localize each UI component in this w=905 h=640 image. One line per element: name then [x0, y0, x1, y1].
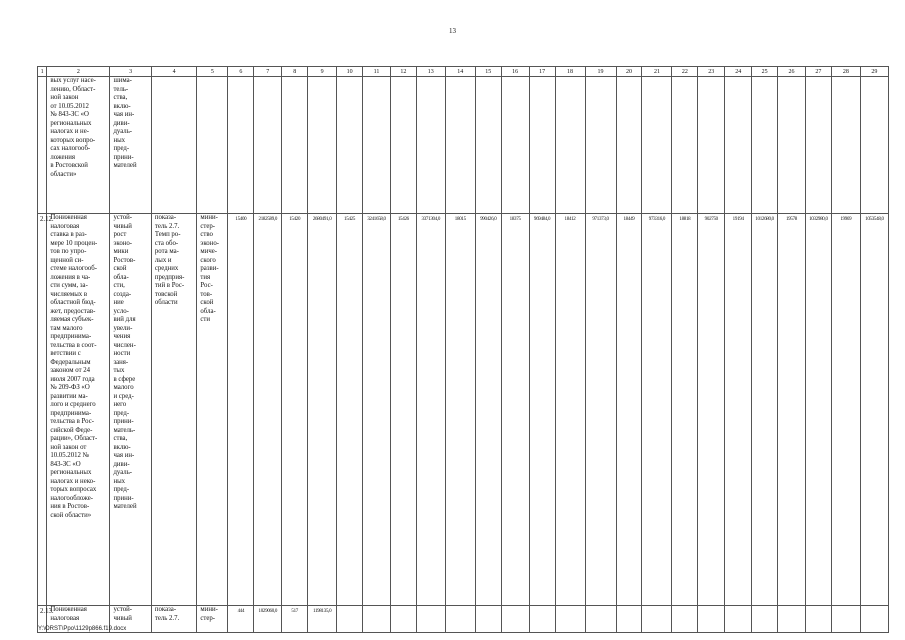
goal-cell: устой- чивый рост эконо- мики Ростов- ской обла- сти, созда- ние усло- вий для увели- чения числен- ности заня- тых в сфере малого и сред- него пред- прини- матель- ства, вклю- чая ин- диви- дуаль- ных пред- прини- мателей — [110, 214, 151, 606]
column-header-row — [38, 67, 889, 77]
column-header: 29 — [860, 67, 888, 77]
value-cell — [445, 606, 475, 633]
value-cell — [475, 77, 501, 214]
column-header: 6 — [228, 67, 254, 77]
benefit-description-cell: вых услуг насе- лению, Област- ной закон от 10.05.2012 № 843-ЗС «О региональных налогах и не- которых вопро- сах налогооб- ложения в Ростовской области» — [47, 77, 110, 214]
value-cell — [778, 77, 806, 214]
value-cell: 2182589,0 — [254, 214, 282, 606]
value-cell: 1053548,0 — [860, 214, 888, 606]
value-cell — [282, 77, 308, 214]
value-cell — [642, 77, 672, 214]
benefit-description-cell: Пониженная налоговая — [47, 606, 110, 633]
value-cell: 969484,0 — [529, 214, 555, 606]
benefit-description-cell: Пониженная налоговая ставка в раз- мере 10 процен- тов по упро- щенной си- стеме налогооб- ложения в ча- сти сумм, за- числяемых в областной бюд- жет, предостав- ляемая субъек- там малого предпринима- тельства в соот- ветствии с Федеральным законом от 24 июля 2007 года № 209-ФЗ «О развитии ма- лого и среднего предпринима- тельства в Рос- сийской Феде- рации», Област- ной закон от 10.05.2012 № 843-ЗС «О региональных налогах и неко- торых вопросах налогообложе- ния в Ростов- ской области» — [47, 214, 110, 606]
value-cell — [363, 77, 391, 214]
value-cell: 3371304,0 — [416, 214, 445, 606]
column-header: 16 — [501, 67, 529, 77]
responsible-body-cell — [197, 77, 228, 214]
column-header: 19 — [585, 67, 616, 77]
value-cell — [672, 77, 698, 214]
value-cell: 902750 — [698, 214, 725, 606]
value-cell — [672, 606, 698, 633]
value-cell — [725, 77, 752, 214]
value-cell: 15420 — [282, 214, 308, 606]
file-path-footer: Y:\ORST\Ppo\1129p866.f19.docx — [38, 626, 127, 632]
value-cell — [501, 77, 529, 214]
value-cell — [725, 606, 752, 633]
value-cell: 2680491,0 — [308, 214, 337, 606]
value-cell — [860, 77, 888, 214]
column-header: 5 — [197, 67, 228, 77]
value-cell: 1012680,0 — [752, 214, 778, 606]
value-cell — [698, 77, 725, 214]
column-header: 22 — [672, 67, 698, 77]
value-cell — [831, 606, 860, 633]
column-header: 24 — [725, 67, 752, 77]
value-cell: 18449 — [616, 214, 642, 606]
indicator-cell: показа- тель 2.7. — [151, 606, 197, 633]
column-header: 8 — [282, 67, 308, 77]
column-header: 25 — [752, 67, 778, 77]
column-header: 11 — [363, 67, 391, 77]
value-cell — [337, 606, 363, 633]
table-row — [38, 606, 889, 633]
value-cell: 15400 — [228, 214, 254, 606]
value-cell: 517 — [282, 606, 308, 633]
tax-expenditure-table — [37, 66, 889, 633]
column-header: 23 — [698, 67, 725, 77]
responsible-body-cell: мини- стер- ство эконо- миче- ского разви- тия Рос- тов- ской обла- сти — [197, 214, 228, 606]
column-header: 2 — [47, 67, 110, 77]
value-cell: 1032980,0 — [805, 214, 831, 606]
value-cell: 15425 — [337, 214, 363, 606]
value-cell: 444 — [228, 606, 254, 633]
value-cell — [616, 606, 642, 633]
value-cell — [363, 606, 391, 633]
value-cell: 15426 — [390, 214, 416, 606]
value-cell — [475, 606, 501, 633]
column-header: 18 — [555, 67, 585, 77]
column-header: 17 — [529, 67, 555, 77]
value-cell — [416, 77, 445, 214]
value-cell — [752, 606, 778, 633]
page-number: 13 — [449, 27, 456, 35]
value-cell — [752, 77, 778, 214]
column-header: 10 — [337, 67, 363, 77]
value-cell — [390, 606, 416, 633]
value-cell — [416, 606, 445, 633]
value-cell: 3241658,0 — [363, 214, 391, 606]
goal-cell: устой- чивый — [110, 606, 151, 633]
value-cell — [860, 606, 888, 633]
column-header: 14 — [445, 67, 475, 77]
value-cell: 18412 — [555, 214, 585, 606]
column-header: 20 — [616, 67, 642, 77]
column-header: 1 — [38, 67, 47, 77]
column-header: 9 — [308, 67, 337, 77]
value-cell — [555, 606, 585, 633]
value-cell: 990426,0 — [475, 214, 501, 606]
value-cell — [698, 606, 725, 633]
value-cell — [529, 77, 555, 214]
value-cell — [616, 77, 642, 214]
value-cell: 1029060,0 — [254, 606, 282, 633]
value-cell: 18375 — [501, 214, 529, 606]
row-number-cell: 2.12. — [38, 214, 47, 606]
column-header: 27 — [805, 67, 831, 77]
row-number-cell: 2.13. — [38, 606, 47, 633]
value-cell — [501, 606, 529, 633]
value-cell — [585, 77, 616, 214]
value-cell: 18818 — [672, 214, 698, 606]
value-cell — [555, 77, 585, 214]
value-cell — [337, 77, 363, 214]
value-cell — [308, 77, 337, 214]
value-cell — [228, 77, 254, 214]
value-cell — [642, 606, 672, 633]
indicator-cell: показа- тель 2.7. Темп ро- ста обо- рота ма- лых и средних предприя- тий в Рос- товской области — [151, 214, 197, 606]
indicator-cell — [151, 77, 197, 214]
value-cell — [805, 77, 831, 214]
column-header: 26 — [778, 67, 806, 77]
column-header: 7 — [254, 67, 282, 77]
column-header: 15 — [475, 67, 501, 77]
column-header: 4 — [151, 67, 197, 77]
goal-cell: шима- тель- ства, вклю- чая ин- диви- дуаль- ных пред- прини- мателей — [110, 77, 151, 214]
column-header: 21 — [642, 67, 672, 77]
value-cell — [778, 606, 806, 633]
column-header: 28 — [831, 67, 860, 77]
value-cell — [805, 606, 831, 633]
column-header: 12 — [390, 67, 416, 77]
value-cell: 19578 — [778, 214, 806, 606]
value-cell — [585, 606, 616, 633]
value-cell — [529, 606, 555, 633]
table-row — [38, 214, 889, 606]
value-cell — [390, 77, 416, 214]
responsible-body-cell: мини- стер- — [197, 606, 228, 633]
column-header: 13 — [416, 67, 445, 77]
value-cell — [254, 77, 282, 214]
value-cell — [831, 77, 860, 214]
table-row — [38, 77, 889, 214]
row-number-cell — [38, 77, 47, 214]
value-cell: 18015 — [445, 214, 475, 606]
value-cell: 19969 — [831, 214, 860, 606]
value-cell: 19194 — [725, 214, 752, 606]
value-cell — [445, 77, 475, 214]
value-cell: 973316,0 — [642, 214, 672, 606]
value-cell: 971373,0 — [585, 214, 616, 606]
value-cell: 1198135,0 — [308, 606, 337, 633]
column-header: 3 — [110, 67, 151, 77]
